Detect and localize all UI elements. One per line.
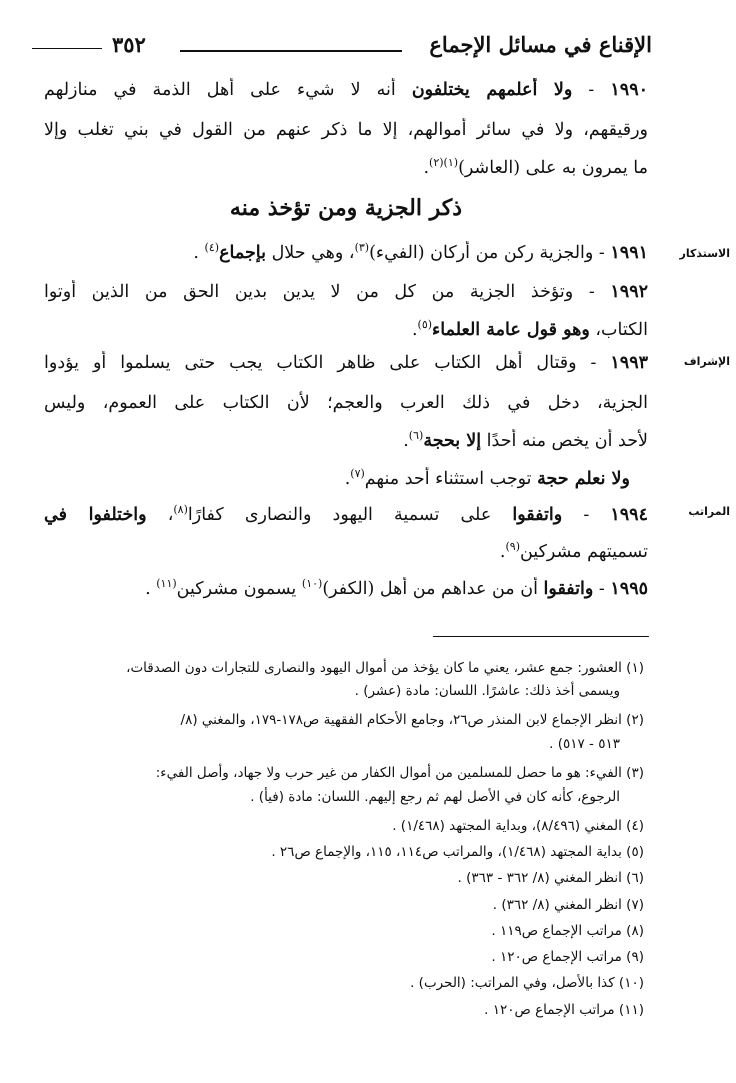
text: والجزية ركن من أركان (الفيء): [369, 243, 594, 263]
footnote-ref[interactable]: (١١): [156, 577, 177, 591]
footnote-10: (١٠) كذا بالأصل، وفي المراتب: (الحرب) .: [410, 975, 644, 991]
footnote-ref[interactable]: (٩): [505, 540, 520, 554]
para-1990-line-3: ما يمرون به على (العاشر)$^{(١)(٢)}$.: [423, 156, 648, 178]
text: أن من عداهم من أهل (الكفر): [322, 579, 538, 599]
para-1992-line-2: الكتاب، وهو قول عامة العلماء$^{(٥)}$.: [411, 318, 648, 340]
footnote-ref[interactable]: (٤): [204, 241, 220, 255]
header-rule: [180, 50, 402, 52]
text: وقتال أهل الكتاب على ظاهر الكتاب يجب حتى يسلموا أو يؤدوا: [44, 353, 577, 373]
footnote-2-line-1: (٢) انظر الإجماع لابن المنذر ص٢٦، وجامع الأحكام الفقهية ص١٧٨-١٧٩، والمغني (٨/: [180, 712, 644, 728]
book-title: الإقناع في مسائل الإجماع: [429, 32, 652, 57]
footnote-9: (٩) مراتب الإجماع ص١٢٠ .: [491, 949, 644, 965]
page-number: ٣٥٢: [112, 32, 146, 57]
bold-phrase: واتفقوا: [543, 579, 594, 599]
footnote-11: (١١) مراتب الإجماع ص١٢٠ .: [484, 1002, 644, 1018]
footnote-4: (٤) المغني (٨/٤٩٦)، وبداية المجتهد (١/٤٦٨) .: [392, 818, 644, 834]
issue-number: ١٩٩٥: [610, 579, 648, 599]
section-heading: ذكر الجزية ومن تؤخذ منه: [229, 195, 463, 221]
text: أنه لا شيء على أهل الذمة في منازلهم: [44, 80, 396, 100]
text: ما يمرون به على (العاشر): [458, 158, 648, 178]
para-1993-line-4: ولا نعلم حجة توجب استثناء أحد منهم$^{(٧)}$.: [344, 467, 630, 489]
para-1990-line-1: ١٩٩٠ - ولا أعلمهم يختلفون أنه لا شيء على أهل الذمة في منازلهم: [44, 80, 648, 100]
text: على تسمية اليهود والنصارى كفارًا: [187, 505, 492, 525]
issue-number: ١٩٩٤: [610, 505, 648, 525]
footnote-7: (٧) انظر المغني (٨/ ٣٦٢) .: [492, 897, 644, 913]
footnote-separator: [433, 636, 649, 637]
bold-phrase: واتفقوا: [512, 505, 563, 525]
text: ، وهي حلال: [271, 243, 355, 263]
footnote-ref[interactable]: (٦): [408, 429, 424, 443]
footnote-2-line-2: ٥١٣ - ٥١٧) .: [549, 736, 620, 752]
footnote-3-line-2: الرجوع، كأنه كان في الأصل لهم ثم رجع إليهم. اللسان: مادة (فيأ) .: [250, 789, 620, 805]
bold-phrase: إلا بحجة: [423, 431, 482, 451]
margin-source-label: الإشراف: [683, 355, 730, 368]
para-1993-line-3: لأحد أن يخص منه أحدًا إلا بحجة$^{(٦)}$.: [403, 429, 648, 451]
para-1992-line-1: ١٩٩٢ - وتؤخذ الجزية من كل من لا يدين بدين الحق من الذين أوتوا: [44, 282, 648, 302]
issue-number: ١٩٩١: [610, 243, 648, 263]
footnote-1-line-2: ويسمى أخذ ذلك: عاشرًا. اللسان: مادة (عشر) .: [354, 683, 620, 699]
footnote-ref[interactable]: (٧): [350, 467, 365, 481]
footnote-ref[interactable]: (٨): [173, 503, 188, 517]
footnote-1-line-1: (١) العشور: جمع عشر، يعني ما كان يؤخذ من أموال اليهود والنصارى للتجارات دون الصدقات،: [126, 660, 644, 676]
footnote-ref[interactable]: (١٠): [301, 577, 323, 591]
bold-phrase: ولا نعلم حجة: [537, 469, 630, 489]
footnote-8: (٨) مراتب الإجماع ص١١٩ .: [491, 923, 644, 939]
issue-number: ١٩٩٣: [610, 353, 648, 373]
para-1991: ١٩٩١ - والجزية ركن من أركان (الفيء)$^{(٣)}$، وهي حلال بإجماع$^{(٤)}$ .: [193, 241, 648, 263]
footnote-ref[interactable]: (١)(٢): [429, 156, 459, 170]
text: توجب استثناء أحد منهم: [364, 469, 532, 489]
footnote-6: (٦) انظر المغني (٨/ ٣٦٢ - ٣٦٣) .: [457, 870, 644, 886]
text: تسميتهم مشركين: [519, 542, 648, 562]
para-1994-line-1: ١٩٩٤ - واتفقوا على تسمية اليهود والنصارى كفارًا$^{(٨)}$، واختلفوا في: [44, 503, 648, 525]
bold-phrase: ولا أعلمهم يختلفون: [411, 80, 573, 100]
para-1995: ١٩٩٥ - واتفقوا أن من عداهم من أهل (الكفر)$^{(١٠)}$ يسمون مشركين$^{(١١)}$ .: [145, 577, 648, 599]
margin-source-label: الاستذكار: [679, 247, 730, 260]
text: لأحد أن يخص منه أحدًا: [486, 431, 648, 451]
footnote-5: (٥) بداية المجتهد (١/٤٦٨)، والمراتب ص١١٤، ١١٥، والإجماع ص٢٦ .: [271, 844, 644, 860]
para-1993-line-1: ١٩٩٣ - وقتال أهل الكتاب على ظاهر الكتاب يجب حتى يسلموا أو يؤدوا: [44, 353, 648, 373]
footnote-ref[interactable]: (٣): [354, 241, 370, 255]
page-header: [32, 32, 652, 58]
para-1994-line-2: تسميتهم مشركين$^{(٩)}$.: [499, 540, 648, 562]
issue-number: ١٩٩٢: [610, 282, 648, 302]
text: الكتاب،: [595, 320, 648, 340]
bold-phrase: وهو قول عامة العلماء: [432, 320, 590, 340]
para-1993-line-2: الجزية، دخل في ذلك العرب والعجم؛ لأن الكتاب على العموم، وليس: [44, 393, 648, 413]
footnote-3-line-1: (٣) الفيء: هو ما حصل للمسلمين من أموال الكفار من غير حرب ولا جهاد، وأصل الفيء:: [155, 765, 644, 781]
text: وتؤخذ الجزية من كل من لا يدين بدين الحق من الذين أوتوا: [44, 282, 574, 302]
bold-phrase: بإجماع: [219, 243, 266, 263]
issue-number: ١٩٩٠: [610, 80, 648, 100]
margin-source-label: المراتب: [688, 505, 730, 518]
para-1990-line-2: ورقيقهم، ولا في سائر أموالهم، إلا ما ذكر عنهم من القول في بني تغلب وإلا: [44, 120, 648, 140]
header-dash: [32, 48, 102, 49]
text: يسمون مشركين: [176, 579, 297, 599]
footnote-ref[interactable]: (٥): [417, 318, 433, 332]
bold-phrase: واختلفوا في: [44, 505, 147, 525]
